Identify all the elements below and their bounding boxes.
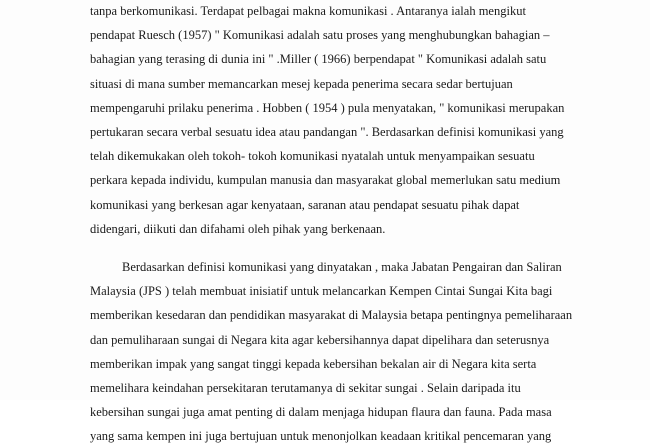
paragraph-2-line-5: memberikan impak yang sangat tinggi kepada kebersihan bekalan air di Negara kita serta bbox=[90, 356, 537, 371]
paragraph-2-line-4: dan pemuliharaan sungai di Negara kita agar kebersihannya dapat dipelihara dan seterusnya bbox=[90, 332, 550, 347]
paragraph-2-line-6: memelihara keindahan persekitaran terutamanya di sekitar sungai . Selain daripada itu bbox=[90, 381, 521, 395]
paragraph-2-line-7: kebersihan sungai juga amat penting di dalam menjaga hidupan flaura dan fauna. Pada masa bbox=[90, 405, 552, 420]
paragraph-2-line-8: yang sama kempen ini juga bertujuan untuk menonjolkan keadaan kritikal pencemaran yang bbox=[90, 429, 552, 443]
paragraph-1-line-8: perkara kepada individu, kumpulan manusia dan masyarakat global memerlukan satu medium bbox=[90, 173, 561, 188]
paragraph-1-line-10: didengari, diikuti dan difahami oleh pihak yang berkenaan. bbox=[90, 221, 386, 236]
paragraph-1-line-4: situasi di mana sumber memancarkan mesej kepada penerima secara sedar bertujuan bbox=[90, 76, 513, 91]
paragraph-1-line-6: pertukaran secara verbal sesuatu idea atau pandangan ". Berdasarkan definisi komunikasi yang bbox=[90, 125, 564, 139]
paragraph-1-line-5: mempengaruhi prilaku penerima . Hobben ( 1954 ) pula menyatakan, " komunikasi merupakan bbox=[90, 100, 565, 115]
paragraph-1-line-3: bahagian yang terasing di dunia ini " .Miller ( 1966) berpendapat " Komunikasi adalah satu bbox=[90, 52, 547, 67]
paragraph-1-line-2: pendapat Ruesch (1957) " Komunikasi adalah satu proses yang menghubungkan bahagian – bbox=[90, 28, 550, 43]
paragraph-2-line-1: Berdasarkan definisi komunikasi yang dinyatakan , maka Jabatan Pengairan dan Saliran bbox=[122, 260, 562, 274]
paragraph-1-line-1: tanpa berkomunikasi. Terdapat pelbagai makna komunikasi . Antaranya ialah mengikut bbox=[90, 4, 526, 18]
paragraph-2-line-3: memberikan kesedaran dan pendidikan masyarakat di Malaysia betapa pentingnya pemeliharaan bbox=[90, 308, 573, 323]
paragraph-2-line-2: Malaysia (JPS ) telah membuat inisiatif untuk melancarkan Kempen Cintai Sungai Kita bagi bbox=[90, 284, 553, 299]
paragraph-1-line-9: komunikasi yang berkesan agar kenyataan, saranan atau pendapat sesuatu pihak dapat bbox=[90, 197, 520, 212]
paragraph-1-line-7: telah dikemukakan oleh tokoh- tokoh komunikasi nyatalah untuk menyampaikan sesuatu bbox=[90, 149, 535, 164]
